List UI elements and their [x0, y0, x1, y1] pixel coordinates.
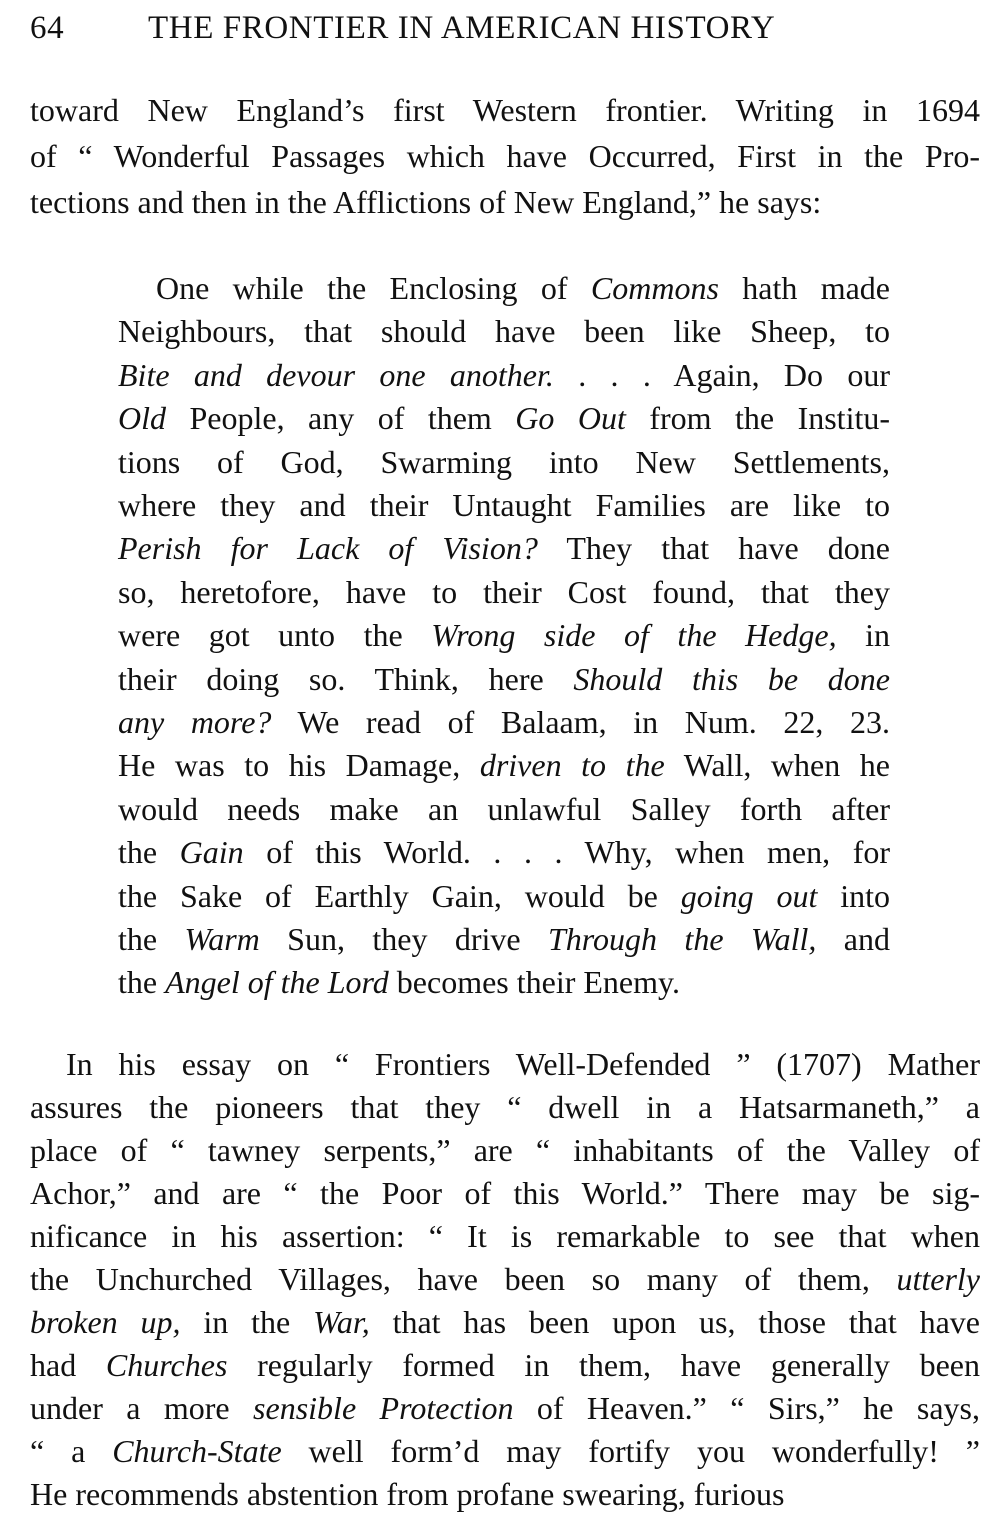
- paragraph-2-italic-text: broken up,: [30, 1304, 181, 1340]
- quote-text: and: [816, 921, 890, 957]
- quote-text: hath made: [718, 270, 891, 306]
- paragraph-2-line: [30, 1429, 980, 1473]
- quote-text: of this World. . . . Why, when men, for: [243, 834, 891, 871]
- page-number: 64: [30, 10, 65, 46]
- paragraph-2-line: [30, 1472, 980, 1516]
- quote-italic-text: Should this be done: [573, 660, 891, 697]
- quote-line: [118, 960, 890, 1004]
- running-head: [30, 10, 970, 60]
- quote-italic-text: Bite and devour one another.: [118, 356, 554, 393]
- quote-text: Sun, they drive: [259, 921, 548, 957]
- quote-line: [118, 657, 890, 701]
- paragraph-1-line: of “ Wonderful Passages which have Occurred, First in the Pro-: [30, 138, 980, 174]
- paragraph-2-text: “ a: [30, 1433, 113, 1469]
- quote-line: [118, 440, 890, 484]
- paragraph-2-italic-text: Church-State: [112, 1433, 282, 1469]
- paragraph-2-text: had: [30, 1347, 106, 1383]
- quote-text: . . . Again, Do our: [553, 356, 890, 393]
- quote-italic-text: Perish for Lack of Vision?: [118, 530, 538, 567]
- paragraph-2-text: in the: [180, 1304, 314, 1340]
- quote-line: [118, 570, 890, 614]
- quote-line: [118, 526, 890, 570]
- quote-line: [118, 743, 890, 787]
- quote-text: He was to his Damage,: [118, 747, 480, 784]
- quote-italic-text: going out: [680, 877, 818, 914]
- paragraph-2-text: place of “ tawney serpents,” are “ inhabitants of the Valley of: [30, 1132, 980, 1168]
- quote-text: We read of Balaam, in Num. 22, 23.: [271, 704, 891, 740]
- quote-italic-text: Through the Wall,: [547, 921, 817, 957]
- quote-text: so, heretofore, have to their Cost found, that they: [118, 573, 890, 610]
- quote-text: the: [118, 834, 180, 871]
- quote-text: the: [118, 964, 166, 1001]
- quote-line: [118, 700, 890, 744]
- quote-line: [118, 874, 890, 918]
- quote-line: [118, 396, 890, 440]
- quote-text: from the Institu-: [625, 400, 890, 437]
- quote-italic-text: Warm: [184, 921, 260, 957]
- quote-italic-text: driven to the: [479, 747, 665, 784]
- paragraph-2-italic-text: utterly: [896, 1261, 980, 1297]
- quote-text: tions of God, Swarming into New Settlements,: [118, 443, 890, 480]
- quote-italic-text: Commons: [590, 270, 719, 306]
- quote-text: the: [118, 921, 185, 957]
- quote-line: [118, 266, 890, 310]
- quote-line: [118, 830, 890, 874]
- paragraph-2-line: [30, 1085, 980, 1129]
- quote-line: [118, 613, 890, 657]
- quote-text: One while the Enclosing of: [156, 270, 591, 306]
- running-head-title: THE FRONTIER IN AMERICAN HISTORY: [148, 10, 776, 46]
- paragraph-2-italic-text: Churches: [105, 1347, 228, 1383]
- paragraph-2-line: [30, 1128, 980, 1172]
- paragraph-2-text: that has been upon us, those that have: [369, 1304, 981, 1340]
- paragraph-2-line: [30, 1386, 980, 1430]
- quote-text: becomes their Enemy.: [388, 964, 680, 1001]
- paragraph-2-text: Achor,” and are “ the Poor of this World.” There may be sig-: [30, 1175, 980, 1211]
- paragraph-2-text: He recommends abstention from profane swearing, furious: [30, 1476, 785, 1512]
- paragraph-2-line: [30, 1300, 980, 1344]
- quote-text: They that have done: [537, 530, 890, 567]
- quote-italic-text: Angel of the Lord: [165, 964, 389, 1001]
- quote-text: where they and their Untaught Families are like to: [118, 487, 890, 523]
- quote-italic-text: Old: [118, 400, 166, 437]
- quote-line: [118, 483, 890, 527]
- paragraph-2-text: well form’d may fortify you wonderfully! ”: [281, 1433, 981, 1469]
- quote-line: [118, 787, 890, 831]
- paragraph-2-line: [30, 1343, 980, 1387]
- quote-italic-text: Wrong side of the Hedge,: [431, 617, 837, 654]
- quote-text: would needs make an unlawful Salley forth after: [118, 790, 890, 827]
- paragraph-2-italic-text: War,: [313, 1304, 370, 1340]
- quote-text: in: [836, 617, 891, 654]
- paragraph-2-italic-text: sensible Protection: [253, 1390, 514, 1426]
- paragraph-2-text: nificance in his assertion: “ It is remarkable to see that when: [30, 1218, 980, 1254]
- paragraph-2-text: under a more: [30, 1390, 254, 1426]
- paragraph-2-text: regularly formed in them, have generally been: [227, 1347, 981, 1383]
- paragraph-2-text: assures the pioneers that they “ dwell in a Hatsarmaneth,” a: [30, 1089, 980, 1125]
- paragraph-2-text: the Unchurched Villages, have been so many of them,: [30, 1261, 897, 1297]
- paragraph-2-line: [30, 1042, 980, 1086]
- quote-text: People, any of them: [166, 400, 516, 437]
- quote-line: [118, 353, 890, 397]
- paragraph-1-line: toward New England’s first Western frontier. Writing in 1694: [30, 92, 980, 128]
- paragraph-2-line: [30, 1257, 980, 1301]
- quote-italic-text: Go Out: [515, 400, 626, 437]
- quote-text: Wall, when he: [664, 747, 890, 784]
- quote-text: Neighbours, that should have been like Sheep, to: [118, 313, 890, 350]
- quote-line: [118, 917, 890, 961]
- paragraph-2-line: [30, 1171, 980, 1215]
- quote-italic-text: Gain: [179, 834, 244, 871]
- paragraph-1-line: tections and then in the Afflictions of New England,” he says:: [30, 184, 822, 220]
- quote-text: into: [817, 877, 891, 914]
- paragraph-2-text: of Heaven.” “ Sirs,” he says,: [513, 1390, 981, 1426]
- paragraph-2-line: [30, 1214, 980, 1258]
- quote-italic-text: any more?: [118, 704, 272, 740]
- quote-line: [118, 309, 890, 353]
- quote-text: the Sake of Earthly Gain, would be: [118, 877, 681, 914]
- quote-text: their doing so. Think, here: [118, 660, 574, 697]
- quote-text: were got unto the: [118, 617, 432, 654]
- paragraph-2-text: In his essay on “ Frontiers Well-Defended ” (1707) Mather: [66, 1046, 980, 1082]
